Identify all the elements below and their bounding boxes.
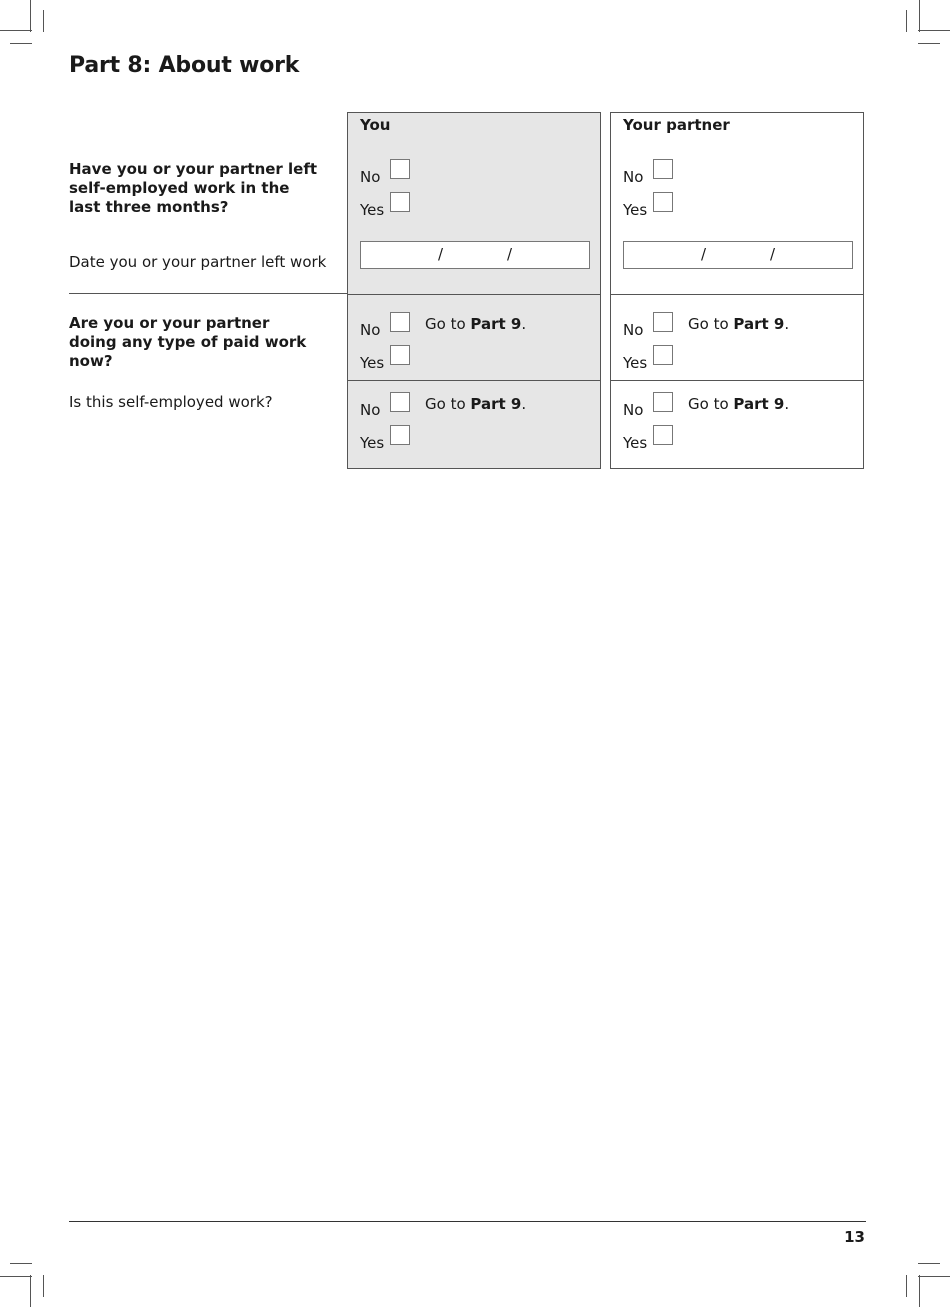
row-divider: [611, 294, 863, 295]
partner-left-yes-checkbox[interactable]: [653, 192, 673, 212]
date-separator: /: [701, 245, 707, 263]
crop-mark: [918, 30, 950, 31]
date-separator: /: [507, 245, 513, 263]
you-paid-work-no-checkbox[interactable]: [390, 312, 410, 332]
you-left-yes-checkbox[interactable]: [390, 192, 410, 212]
page-number: 13: [844, 1228, 865, 1246]
goto-part-9: Go to Part 9.: [425, 395, 527, 413]
you-paid-work-yes-checkbox[interactable]: [390, 345, 410, 365]
crop-mark: [906, 10, 907, 32]
question-left-self-employed: Have you or your partner left self-employed work in the last three months?: [69, 160, 318, 216]
crop-mark: [918, 1263, 940, 1264]
footer-rule: [69, 1221, 866, 1222]
partner-paid-work-no-checkbox[interactable]: [653, 312, 673, 332]
date-separator: /: [438, 245, 444, 263]
no-label: No: [360, 321, 381, 339]
no-label: No: [623, 321, 644, 339]
no-label: No: [360, 401, 381, 419]
section-divider: [69, 293, 347, 294]
partner-self-employed-yes-checkbox[interactable]: [653, 425, 673, 445]
yes-label: Yes: [360, 354, 385, 372]
crop-mark: [918, 1276, 950, 1277]
question-self-employed-work: Is this self-employed work?: [69, 393, 273, 411]
row-divider: [348, 380, 600, 381]
partner-left-no-checkbox[interactable]: [653, 159, 673, 179]
crop-mark: [0, 30, 32, 31]
crop-mark: [0, 1276, 32, 1277]
crop-mark: [919, 1275, 920, 1307]
row-divider: [348, 294, 600, 295]
you-column: [347, 112, 601, 469]
you-left-no-checkbox[interactable]: [390, 159, 410, 179]
you-column-header: You: [360, 116, 391, 134]
no-label: No: [360, 168, 381, 186]
crop-mark: [43, 10, 44, 32]
goto-part-9: Go to Part 9.: [688, 395, 790, 413]
row-divider: [611, 380, 863, 381]
partner-column: [610, 112, 864, 469]
question-paid-work-now: Are you or your partner doing any type of paid work now?: [69, 314, 307, 370]
yes-label: Yes: [360, 201, 385, 219]
crop-mark: [10, 43, 32, 44]
goto-part-9: Go to Part 9.: [425, 315, 527, 333]
crop-mark: [43, 1275, 44, 1297]
no-label: No: [623, 168, 644, 186]
yes-label: Yes: [360, 434, 385, 452]
crop-mark: [10, 1263, 32, 1264]
date-separator: /: [770, 245, 776, 263]
yes-label: Yes: [623, 201, 648, 219]
you-date-left-field[interactable]: [360, 241, 590, 269]
you-self-employed-yes-checkbox[interactable]: [390, 425, 410, 445]
yes-label: Yes: [623, 354, 648, 372]
goto-part-9: Go to Part 9.: [688, 315, 790, 333]
partner-paid-work-yes-checkbox[interactable]: [653, 345, 673, 365]
no-label: No: [623, 401, 644, 419]
crop-mark: [918, 43, 940, 44]
crop-mark: [919, 0, 920, 32]
you-self-employed-no-checkbox[interactable]: [390, 392, 410, 412]
partner-date-left-field[interactable]: [623, 241, 853, 269]
question-date-left: Date you or your partner left work: [69, 253, 327, 271]
crop-mark: [30, 1275, 31, 1307]
crop-mark: [906, 1275, 907, 1297]
partner-column-header: Your partner: [623, 116, 730, 134]
yes-label: Yes: [623, 434, 648, 452]
partner-self-employed-no-checkbox[interactable]: [653, 392, 673, 412]
crop-mark: [30, 0, 31, 32]
page-title: Part 8: About work: [69, 53, 300, 78]
